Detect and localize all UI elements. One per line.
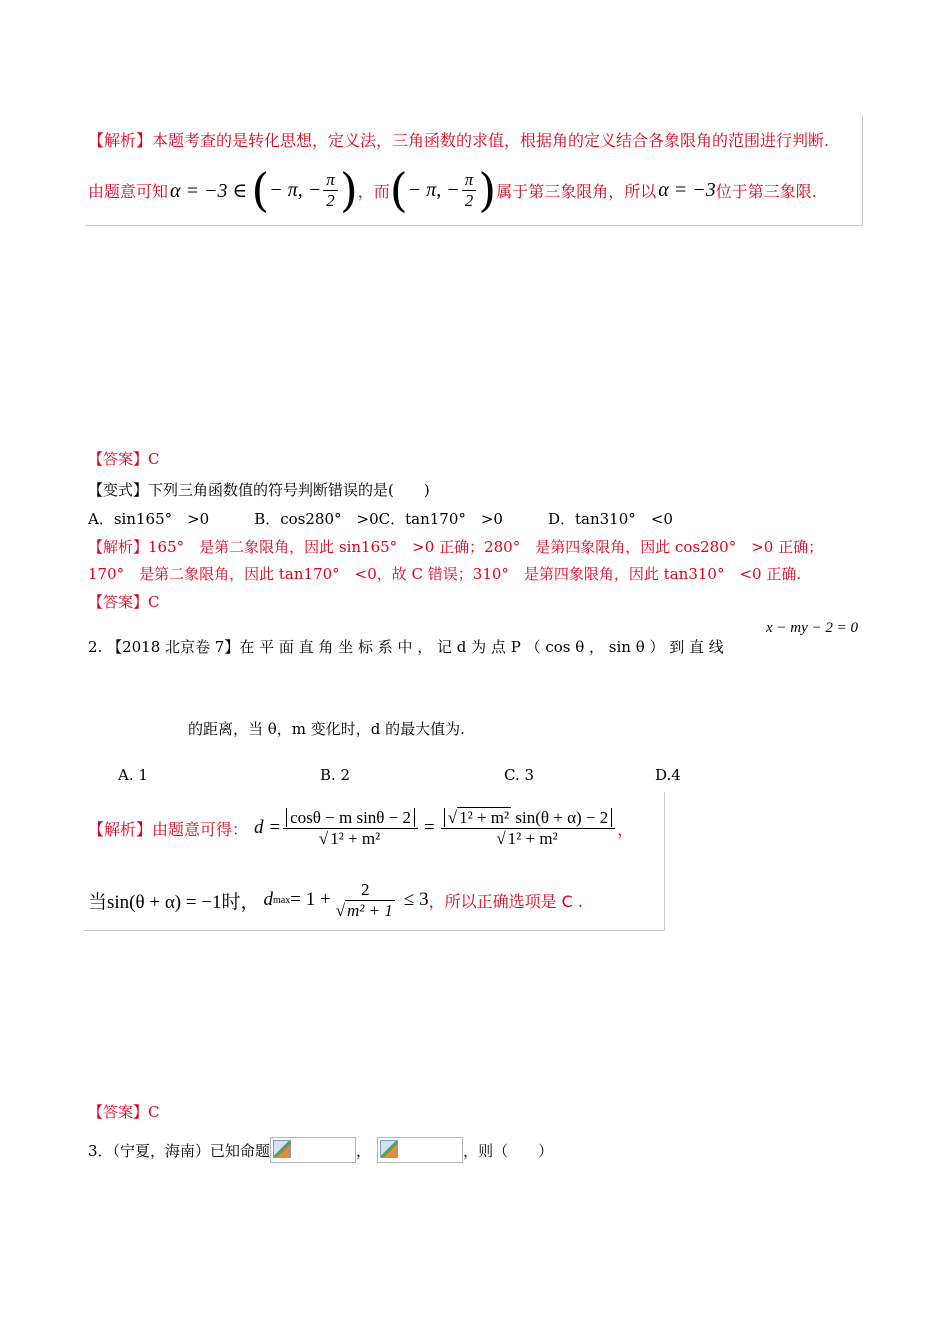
fraction-1: $\frac{\text{cosθ − m sinθ − 2}}{\text{√ 1² + m²}}$ [283,808,418,848]
box1-alpha-eq: α = −3 ∈ [170,179,248,202]
variant-analysis-line1: 【解析】165° 是第二象限角，因此 sin165° >0 正确；280° 是第四象限角，因此 cos280° >0 正确； [88,538,824,556]
box1-line2 [88,160,817,220]
answer-1: 【答案】C [88,450,160,468]
box1-analysis-line: 【解析】本题考查的是转化思想，定义法，三角函数的求值，根据角的定义结合各象限角的范围进行判断. [88,131,830,150]
option-b: B. 2 [320,766,351,784]
box2-dmax: d [263,889,274,910]
line-equation: x − my − 2 = 0 [766,620,859,636]
pi-over-2-b: $\frac{\pi}{2}$ [462,170,477,210]
pi-over-2-a: $\frac{\pi}{2}$ [323,170,338,210]
answer-2: 【答案】C [88,593,160,611]
question-2-line2: 的距离，当 θ，m 变化时，d 的最大值为. [188,720,465,738]
paren-open-2: ( [389,163,408,217]
box1-alpha-eq-b: α = −3 [658,178,716,201]
box2-eq3: = 1 + [290,889,331,910]
question-3-suffix: ，则（ ） [463,1141,554,1160]
box1-suffix: 位于第三象限. [715,181,817,201]
variant-options: A．sin165° >0 B．cos280° >0C．tan170° >0 D．tan310° <0 [88,510,673,528]
paren-open-1: ( [251,163,270,217]
broken-image-icon [270,1137,356,1163]
option-a: A. 1 [118,766,148,784]
question-3-comma: ， [356,1141,372,1160]
box2-dmax-sub: max [273,894,291,906]
box1-interval-a: − π, − [269,178,322,201]
variant-question: 【变式】下列三角函数值的符号判断错误的是( ) [88,481,430,499]
box2-line2 [88,870,583,930]
box2-le3: ≤ 3 [403,889,429,910]
box2-line1 [88,795,633,861]
variant-analysis-line2: 170° 是第二象限角，因此 tan170° <0，故 C 错误；310° 是第四象限角，因此 tan310° <0 正确. [88,565,802,583]
question-3 [88,1137,553,1163]
box1-prefix: 由题意可知 [88,181,169,201]
paren-close-1: ) [339,163,358,217]
question-2-line1: 2. 【2018 北京卷 7】在 平 面 直 角 坐 标 系 中 ， 记 d 为 点 P （ cos θ ， sin θ ） 到 直 线 [88,638,724,656]
box2-label: 【解析】由题意可得： [88,819,249,839]
box2-d-eq: d = [254,817,282,838]
box2-comma: ， [617,819,634,839]
option-d: D.4 [655,766,681,784]
box1-interval-b: − π, − [407,178,460,201]
fraction-2: $\frac{\text{√ 1² + m² sin(θ + α) − 2}}{\text{√ 1² + m²}}$ [441,808,616,848]
box2-eq2: = [424,817,435,838]
paren-close-2: ) [478,163,497,217]
option-c: C. 3 [504,766,535,784]
answer-3: 【答案】C [88,1103,160,1121]
box2-suffix: ，所以正确选项是 C . [428,891,584,911]
box1-er: ，而 [357,181,390,201]
box2-condition: 当sin(θ + α) = −1时， [88,891,260,913]
fraction-3: $\frac{2}{\text{√ m² + 1}}$ [335,879,393,920]
box1-mid: 属于第三象限角，所以 [496,181,657,201]
question-3-prefix: 3．（宁夏，海南）已知命题 [88,1141,271,1160]
broken-image-icon [377,1137,463,1163]
